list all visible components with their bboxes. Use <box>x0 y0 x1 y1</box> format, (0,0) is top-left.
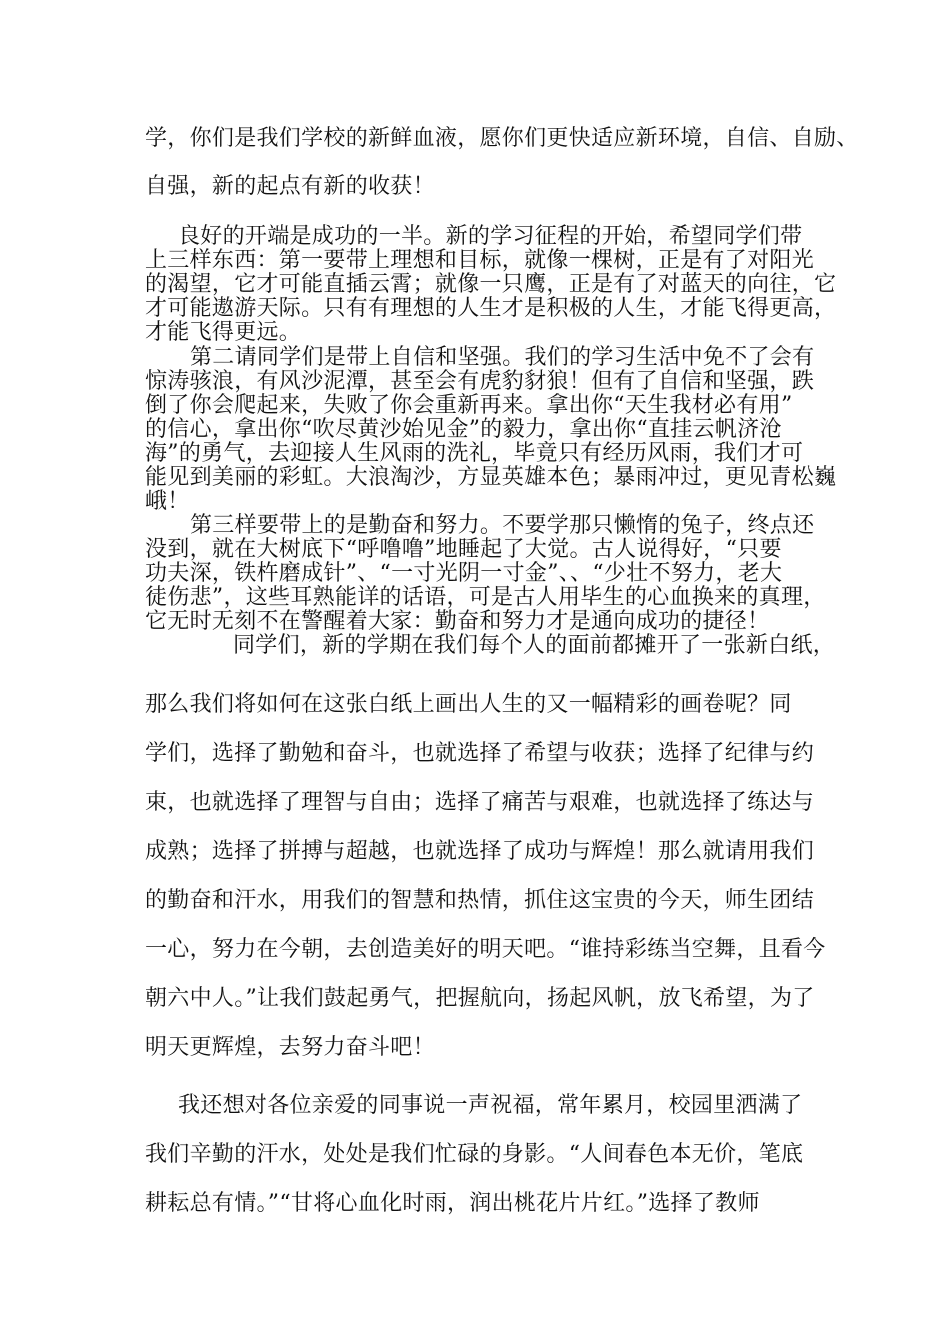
text-line: 峨！ <box>145 489 190 514</box>
text-line: 耕耘总有情。”“甘将心血化时雨，润出桃花片片红。”选择了教师 <box>145 1191 760 1216</box>
text-line: 同学们，新的学期在我们每个人的面前都摊开了一张新白纸， <box>233 633 836 658</box>
text-line: 上三样东西：第一要带上理想和目标，就像一棵树，正是有了对阳光 <box>145 248 815 273</box>
text-line: 学，你们是我们学校的新鲜血液，愿你们更快适应新环境，自信、自励、 <box>145 126 859 151</box>
text-line: 惊涛骇浪，有风沙泥潭，甚至会有虎豹豺狼！但有了自信和坚强，跌 <box>145 369 815 394</box>
text-line: 我还想对各位亲爱的同事说一声祝福，常年累月，校园里洒满了 <box>178 1093 803 1118</box>
text-line: 那么我们将如何在这张白纸上画出人生的又一幅精彩的画卷呢？同 <box>145 692 792 717</box>
text-line: 才能飞得更远。 <box>145 320 302 345</box>
text-line: 明天更辉煌，去努力奋斗吧！ <box>145 1035 435 1060</box>
text-line: 一心，努力在今朝，去创造美好的明天吧。“谁持彩练当空舞，且看今 <box>145 937 826 962</box>
text-line: 成熟；选择了拼搏与超越，也就选择了成功与辉煌！那么就请用我们 <box>145 839 815 864</box>
text-line: 自强，新的起点有新的收获！ <box>145 174 435 199</box>
text-line: 良好的开端是成功的一半。新的学习征程的开始，希望同学们带 <box>178 224 803 249</box>
text-line: 学们，选择了勤勉和奋斗，也就选择了希望与收获；选择了纪律与约 <box>145 741 815 766</box>
text-line: 它无时无刻不在警醒着大家：勤奋和努力才是通向成功的捷径！ <box>145 609 770 634</box>
text-line: 第二请同学们是带上自信和坚强。我们的学习生活中免不了会有 <box>190 345 815 370</box>
text-line: 倒了你会爬起来，失败了你会重新再来。拿出你“天生我材必有用” <box>145 393 793 418</box>
text-line: 才可能遨游天际。只有有理想的人生才是积极的人生，才能飞得更高， <box>145 296 837 321</box>
text-line: 功夫深，铁杵磨成针”、“一寸光阴一寸金”、、“少壮不努力，老大 <box>145 561 783 586</box>
text-line: 束，也就选择了理智与自由；选择了痛苦与艰难，也就选择了练达与 <box>145 790 815 815</box>
text-line: 的勤奋和汗水，用我们的智慧和热情，抓住这宝贵的今天，师生团结 <box>145 888 815 913</box>
text-line: 朝六中人。”让我们鼓起勇气，把握航向，扬起风帆，放飞希望，为了 <box>145 986 815 1011</box>
text-line: 的渴望，它才可能直插云霄；就像一只鹰，正是有了对蓝天的向往，它 <box>145 272 837 297</box>
text-line: 海”的勇气，去迎接人生风雨的洗礼，毕竟只有经历风雨，我们才可 <box>145 441 804 466</box>
text-line: 我们辛勤的汗水，处处是我们忙碌的身影。“人间春色本无价，笔底 <box>145 1142 804 1167</box>
text-line: 没到，就在大树底下“呼噜噜”地睡起了大觉。古人说得好，“只要 <box>145 537 782 562</box>
text-line: 的信心，拿出你“吹尽黄沙始见金”的毅力，拿出你“直挂云帆济沧 <box>145 417 782 442</box>
text-line: 能见到美丽的彩虹。大浪淘沙，方显英雄本色；暴雨冲过，更见青松巍 <box>145 465 837 490</box>
text-line: 第三样要带上的是勤奋和努力。不要学那只懒惰的兔子，终点还 <box>190 513 815 538</box>
text-line: 徒伤悲”，这些耳熟能详的话语，可是古人用毕生的心血换来的真理， <box>145 585 826 610</box>
